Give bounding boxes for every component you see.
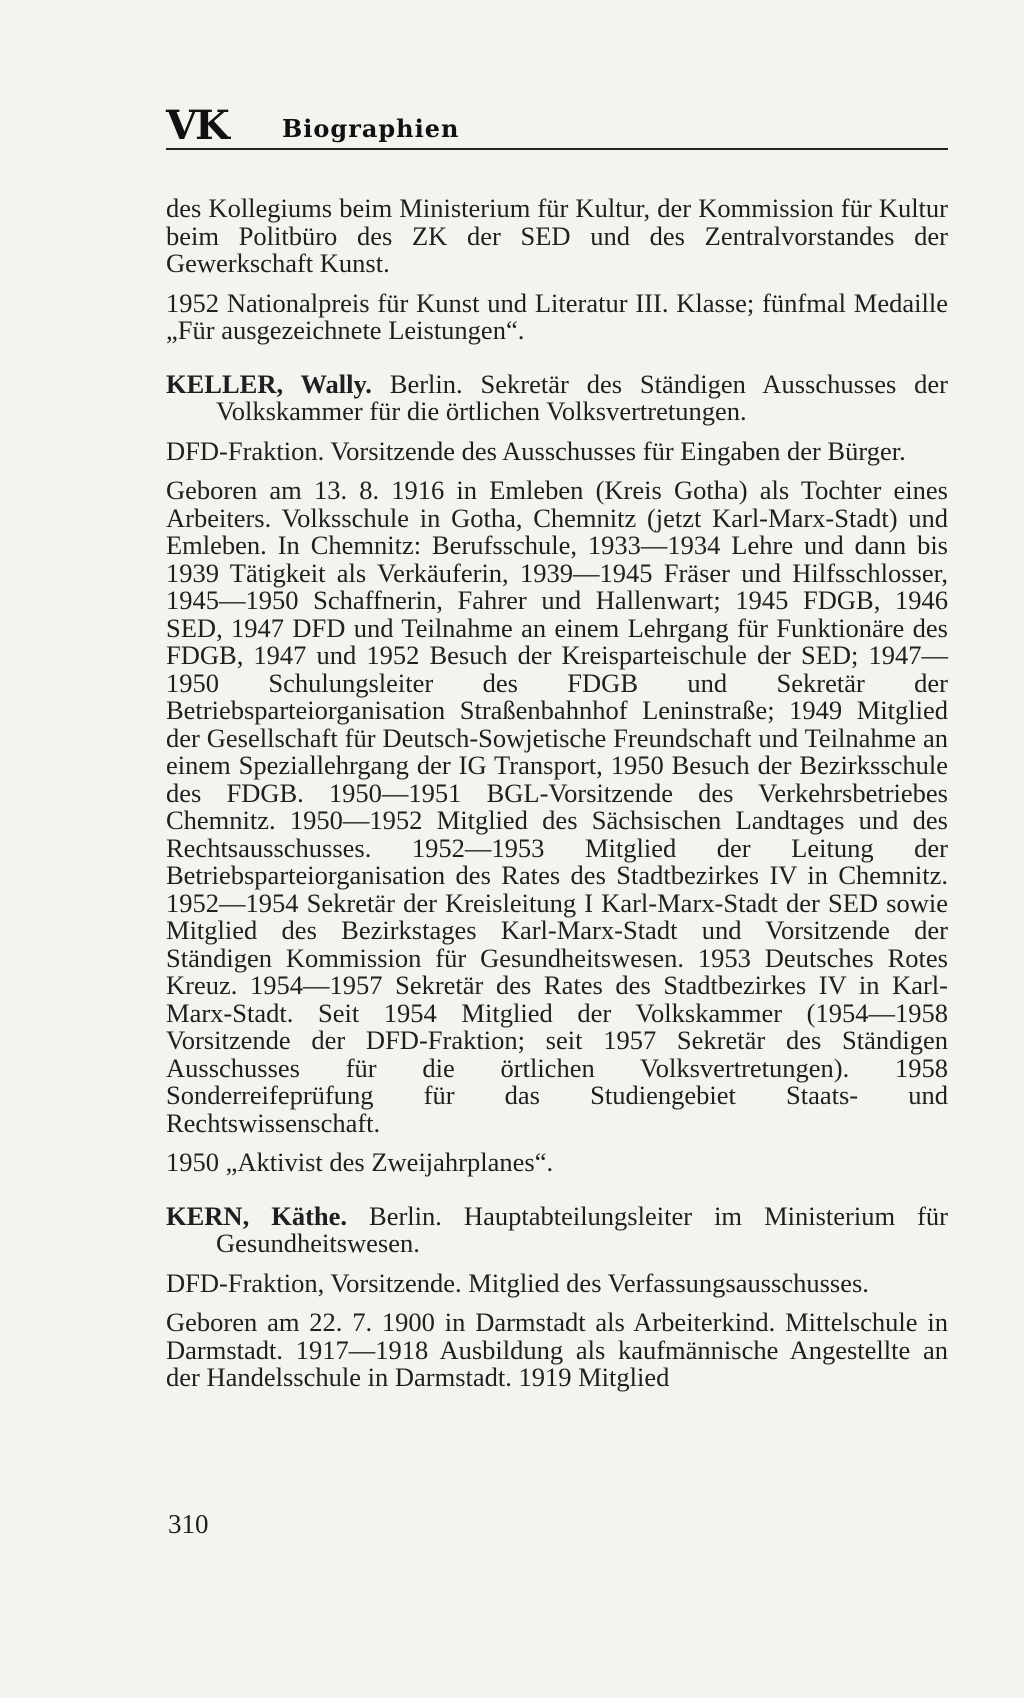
entry-kern-name: KERN, Käthe.: [166, 1200, 348, 1231]
page-number: 310: [168, 1509, 209, 1539]
biography-text: [166, 195, 948, 1392]
page-header: [166, 104, 948, 150]
entry-kern-bio: Geboren am 22. 7. 1900 in Darmstadt als Arbeiterkind. Mittelschule in Darmstadt. 1917—1918 Ausbildung als kaufmännische Angestellte an der Handelsschule in Darmstadt. 1919 Mitglied: [166, 1307, 948, 1392]
entry-keller-intro: Berlin. Sekretär des Ständigen Ausschusses der Volkskammer für die örtlichen Volksvertretungen.: [216, 368, 948, 426]
paragraph-continuation: des Kollegiums beim Ministerium für Kultur, der Kommission für Kultur beim Politbüro des ZK der SED und des Zentralvorstandes der Gewerkschaft Kunst.: [166, 193, 948, 278]
entry-keller-heading: [166, 368, 948, 426]
entry-keller-faction: DFD-Fraktion. Vorsitzende des Ausschusses für Eingaben der Bürger.: [166, 435, 906, 466]
entry-kern-faction: DFD-Fraktion, Vorsitzende. Mitglied des Verfassungsausschusses.: [166, 1267, 869, 1298]
paragraph-awards: 1952 Nationalpreis für Kunst und Literatur III. Klasse; fünfmal Medaille „Für ausgezeichnete Leistungen“.: [166, 287, 948, 345]
entry-keller-award: 1950 „Aktivist des Zweijahrplanes“.: [166, 1147, 554, 1177]
section-title: Biographien: [282, 114, 460, 143]
entry-kern-intro: Berlin. Hauptabteilungsleiter im Ministerium für Gesundheitswesen.: [216, 1200, 949, 1258]
vk-logo: VK: [166, 102, 228, 149]
entry-keller-name: KELLER, Wally.: [166, 368, 372, 399]
entry-keller-bio: Geboren am 13. 8. 1916 in Emleben (Kreis Gotha) als Tochter eines Arbeiters. Volksschule in Gotha, Chemnitz (jetzt Karl-Marx-Stadt) und Emleben. In Chemnitz: Berufsschule, 1933—1934 Lehre und dann bis 1939 Tätigkeit als Verkäuferin, 1939—1945 Fräser und Hilfsschlosser, 1945—1950 Schaffnerin, Fahrer und Hallenwart; 1945 FDGB, 1946 SED, 1947 DFD und Teilnahme an einem Lehrgang für Funktionäre des FDGB, 1947 und 1952 Besuch der Kreisparteischule der SED; 1947—1950 Schulungsleiter des FDGB und Sekretär der Betriebsparteiorganisation Straßenbahnhof Leninstraße; 1949 Mitglied der Gesellschaft für Deutsch-Sowjetische Freundschaft und Teilnahme an einem Speziallehrgang der IG Transport, 1950 Besuch der Bezirksschule des FDGB. 1950—1951 BGL-Vorsitzende des Verkehrsbetriebes Chemnitz. 1950—1952 Mitglied des Sächsischen Landtages und des Rechtsausschusses. 1952—1953 Mitglied der Leitung der Betriebsparteiorganisation des Rates des Stadtbezirkes IV in Chemnitz. 1952—1954 Sekretär der Kreisleitung I Karl-Marx-Stadt der SED sowie Mitglied des Bezirkstages Karl-Marx-Stadt und Vorsitzende der Ständigen Kommission für Gesundheitswesen. 1953 Deutsches Rotes Kreuz. 1954—1957 Sekretär des Rates des Stadtbezirkes IV in Karl-Marx-Stadt. Seit 1954 Mitglied der Volkskammer (1954—1958 Vorsitzende der DFD-Fraktion; seit 1957 Sekretär des Ständigen Ausschusses für die örtlichen Volksvertretungen). 1958 Sonderreifeprüfung für das Studiengebiet Staats- und Rechtswissenschaft.: [166, 475, 948, 1138]
entry-kern-heading: [166, 1200, 949, 1258]
